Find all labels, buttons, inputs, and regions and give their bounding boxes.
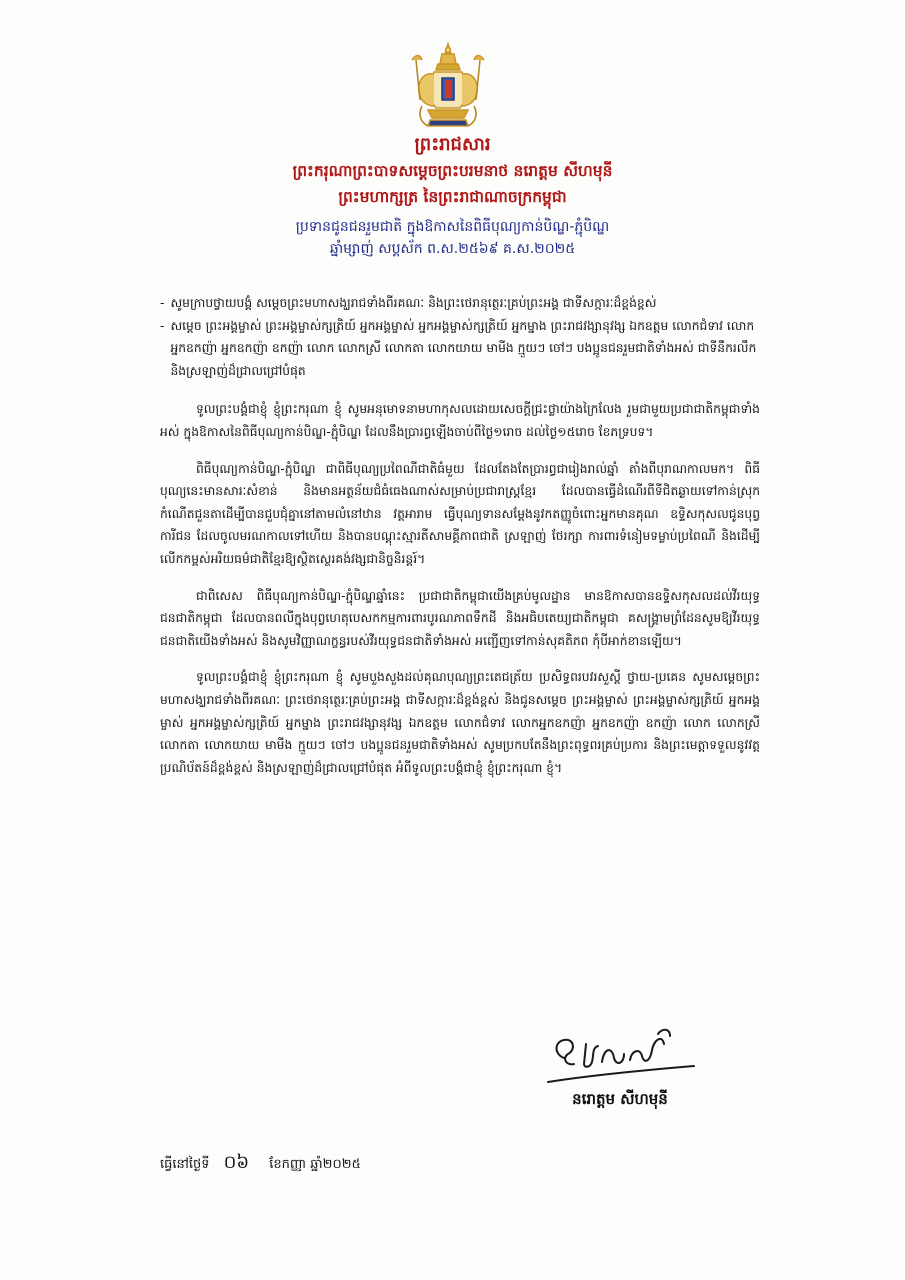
letter-header (120, 132, 785, 260)
date-line (160, 1150, 361, 1177)
handwritten-signature (546, 1024, 696, 1086)
paragraph: ទូលព្រះបង្គំជាខ្ញុំ ខ្ញុំព្រះករុណា ខ្ញុំ សូមបួងសួងដល់គុណបុណ្យព្រះតេជត្រ័យ ប្រសិទ្ធពរបវរសួស្តី ថ្វាយ-ប្រគេន សូមសម្តេចព្រះមហាសង្ឃរាជទាំងពីរគណៈ ព្រះថេរានុត្ថេរៈគ្រប់ព្រះអង្គ ជាទីសក្ការៈដ៏ខ្ពង់ខ្ពស់ និងជូនសម្តេច ព្រះអង្គម្ចាស់ ព្រះអង្គម្ចាស់ក្សត្រិយ៍ អ្នកអង្គម្ចាស់ អ្នកអង្គម្ចាស់ក្សត្រិយ៍ អ្នកម្នាង ព្រះរាជវង្សានុវង្ស ឯកឧត្តម លោកជំទាវ លោកអ្នកឧកញ៉ា អ្នកឧកញ៉ា ឧកញ៉ា លោក លោកស្រី លោកតា លោកយាយ មាមីង ក្មួយៗ ចៅៗ បងប្អូនជនរួមជាតិទាំងអស់ សូមប្រកបតែនឹងព្រះពុទ្ធពរគ្រប់ប្រការ និងព្រះមេត្តាទទួលនូវវត្តប្រណិប័តន៍ដ៏ខ្ពង់ខ្ពស់ និងស្រឡាញ់ដ៏ជ្រាលជ្រៅបំផុត អំពីទូលព្រះបង្គំជាខ្ញុំ ខ្ញុំព្រះករុណា ខ្ញុំ។ (160, 670, 760, 775)
paragraph: ពិធីបុណ្យកាន់បិណ្ឌ-ភ្ជុំបិណ្ឌ ជាពិធីបុណ្យប្រពៃណីជាតិធំមួយ ដែលតែងតែប្រារព្ធជារៀងរាល់ឆ្នាំ តាំងពីបុរាណកាលមក។ ពិធីបុណ្យនេះមានសារៈសំខាន់ និងមានអត្ថន័យជំធំធេងណាស់សម្រាប់ប្រជារាស្ត្រខ្មែរ ដែលបានធ្វើដំណើរពីទីជិតឆ្ងាយទៅកាន់ស្រុកកំណើតជួនតាដើម្បីបានជួបជុំគ្នានៅតាមលំនៅឋាន វត្តអារាម ធ្វើបុណ្យទានសម្តែងនូវកតញ្ញូចំពោះអ្នកមានគុណ ឧទ្ទិសកុសលជូនបុព្វការីជន ដែលចូលមរណកាលទៅហើយ និងបានបណ្តុះស្មារតីសាមគ្គីភាពជាតិ ស្រឡាញ់ ថែរក្សា ការពារទំនៀមទម្លាប់ប្រពៃណី និងដើម្បីលើកកម្ពស់អរិយធម៌ជាតិខ្មែរឱ្យស្ថិតស្ថេរគង់វង្សជានិច្ចនិរន្តរ៍។ (160, 461, 760, 566)
date-day: ០៦ (223, 1152, 250, 1173)
signature-block (540, 1024, 700, 1114)
document-title: ព្រះរាជសារ (414, 134, 491, 155)
letter-body (160, 292, 760, 779)
year-subtitle: ឆ្នាំម្សាញ់ សប្តស័ក ព.ស.២៥៦៩ គ.ស.២០២៥ (329, 241, 576, 257)
paragraph: ជាពិសេស ពិធីបុណ្យកាន់បិណ្ឌ-ភ្ជុំបិណ្ឌឆ្នាំនេះ ប្រជាជាតិកម្ពុជាយើងគ្រប់មូលដ្ឋាន មានឱកាសបានឧទ្ទិសកុសលដល់វីរយុទ្ធជនជាតិកម្ពុជា ដែលបានពលីក្នុងបុព្វហេតុបេសកកម្មការពារបូរណភាពទឹកដី និងអធិបតេយ្យជាតិកម្ពុជា គសង្គ្រាមព្រំដែនសូមឱ្យវីរយុទ្ធជនជាតិយើងទាំងអស់ និងសូមវិញ្ញាណក្ខន្ធរបស់វីរយុទ្ធជនជាតិទាំងអស់ អញ្ជើញទៅកាន់សុគតិភព កុំបីអាក់ខានឡើយ។ (160, 588, 760, 648)
date-month-year: ខែកញ្ញា ឆ្នាំ២០២៥ (269, 1157, 361, 1172)
kingdom-title-line: ព្រះមហាក្សត្រ នៃព្រះរាជាណាចក្រកម្ពុជា (338, 188, 567, 206)
list-dash: - (160, 296, 165, 310)
occasion-subtitle: ប្រទានជូនជនរួមជាតិ ក្នុងឱកាសនៃពិធីបុណ្យកាន់បិណ្ឌ-ភ្ជុំបិណ្ឌ (295, 219, 610, 235)
signatory-name: នរោត្តម សីហមុនី (572, 1090, 668, 1108)
paragraph: ទូលព្រះបង្គំជាខ្ញុំ ខ្ញុំព្រះករុណា ខ្ញុំ សូមអនុមោទនាមហាកុសលដោយសេចក្តីជ្រះថ្លាយ៉ាងក្រៃលែង រួមជាមួយប្រជាជាតិកម្ពុជាទាំងអស់ ក្នុងឱកាសនៃពិធីបុណ្យកាន់បិណ្ឌ-ភ្ជុំបិណ្ឌ ដែលនឹងប្រារព្ធឡើងចាប់ពីថ្ងៃ១រោច ដល់ថ្ងៃ១៥រោច ខែភទ្របទ។ (160, 402, 760, 439)
royal-coat-of-arms-icon (398, 40, 498, 132)
royal-title-line: ព្រះករុណាព្រះបាទសម្តេចព្រះបរមនាថ នរោត្តម សីហមុនី (292, 162, 613, 180)
greetings-list (160, 292, 760, 382)
list-dash: - (160, 318, 165, 333)
greeting-item: - សូមក្រាបថ្វាយបង្គំ សម្តេចព្រះមហាសង្ឃរាជទាំងពីរគណៈ និងព្រះថេរានុត្ថេរៈគ្រប់ព្រះអង្គ ជាទីសក្ការៈដ៏ខ្ពង់ខ្ពស់ (160, 292, 760, 315)
greeting-item: - សម្តេច ព្រះអង្គម្ចាស់ ព្រះអង្គម្ចាស់ក្សត្រិយ៍ អ្នកអង្គម្ចាស់ អ្នកអង្គម្ចាស់ក្សត្រិយ៍ អ្នកម្នាង ព្រះរាជវង្សានុវង្ស ឯកឧត្តម លោកជំទាវ លោកអ្នកឧកញ៉ា អ្នកឧកញ៉ា ឧកញ៉ា លោក លោកស្រី លោកតា លោកយាយ មាមីង ក្មួយៗ ចៅៗ បងប្អូនជនរួមជាតិទាំងអស់ ជាទីនឹករលឹក និងស្រឡាញ់ដ៏ជ្រាលជ្រៅបំផុត (160, 315, 760, 383)
date-prefix: ធ្វើនៅថ្ងៃទី (160, 1157, 210, 1172)
